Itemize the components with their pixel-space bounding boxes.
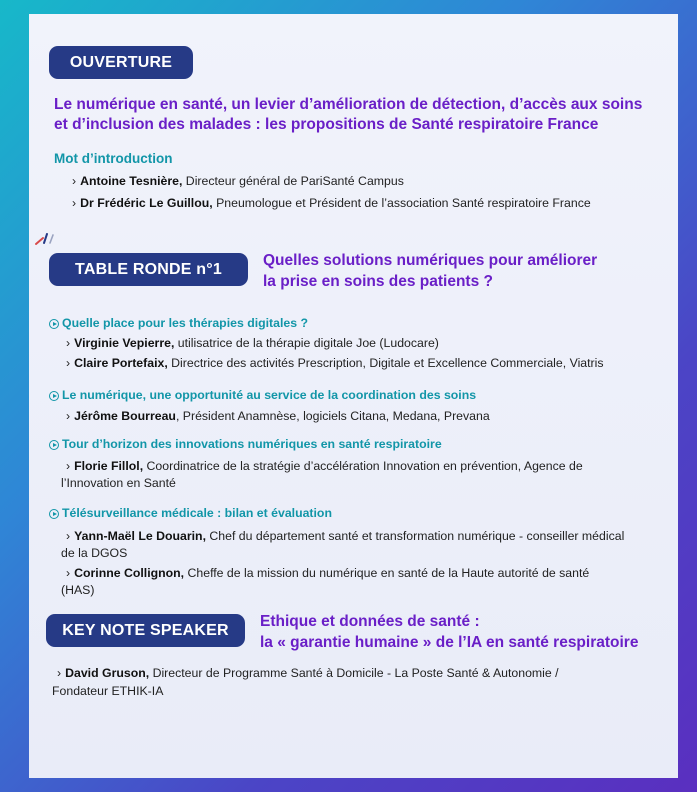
speaker-role: , Président Anamnèse, logiciels Citana, Medana, Prevana xyxy=(175,409,490,423)
speaker-role: Chef du département santé et transformation numérique - conseiller médical xyxy=(205,529,625,543)
speaker-role: Directeur général de PariSanté Campus xyxy=(182,174,404,188)
keynote-headline-line1: Ethique et données de santé : xyxy=(260,613,480,630)
speaker-line xyxy=(66,355,604,372)
table-ronde-headline-line1: Quelles solutions numériques pour améliorer xyxy=(263,252,598,269)
table-ronde-headline-line2: la prise en soins des patients ? xyxy=(263,273,493,290)
speaker-line-cont: Fondateur ETHIK-IA xyxy=(52,684,164,698)
chevron-right-icon: › xyxy=(66,356,71,370)
speaker-name: Jérôme Bourreau xyxy=(74,409,176,423)
speaker-name: Yann-Maël Le Douarin, xyxy=(74,529,206,543)
speaker-role: Cheffe de la mission du numérique en santé de la Haute autorité de santé xyxy=(184,566,590,580)
speaker-line-cont: (HAS) xyxy=(61,583,95,597)
chevron-right-icon: › xyxy=(72,174,77,188)
ouverture-headline-line2: et d’inclusion des malades : les propositions de Santé respiratoire France xyxy=(54,116,599,133)
speaker-line xyxy=(72,195,591,212)
speaker-name: Antoine Tesnière, xyxy=(80,174,183,188)
speaker-role: utilisatrice de la thérapie digitale Joe (Ludocare) xyxy=(174,336,439,350)
topic-title-text: Télésurveillance médicale : bilan et évaluation xyxy=(62,506,332,520)
chevron-right-icon: › xyxy=(72,196,77,210)
chevron-right-icon: › xyxy=(57,666,62,680)
speaker-name: Claire Portefaix, xyxy=(74,356,168,370)
chevron-right-icon: › xyxy=(66,336,71,350)
speaker-line xyxy=(66,528,624,545)
play-circle-icon xyxy=(49,391,59,401)
speaker-name: Virginie Vepierre, xyxy=(74,336,175,350)
chevron-right-icon: › xyxy=(66,409,71,423)
ouverture-badge: OUVERTURE xyxy=(49,46,193,79)
intro-label: Mot d’introduction xyxy=(54,151,173,166)
speaker-name: Corinne Collignon, xyxy=(74,566,185,580)
keynote-badge: KEY NOTE SPEAKER xyxy=(46,614,245,647)
speaker-line xyxy=(72,173,404,190)
speaker-line xyxy=(66,458,583,475)
keynote-headline-line2: la « garantie humaine » de l’IA en santé respiratoire xyxy=(260,634,639,651)
ouverture-headline-line1: Le numérique en santé, un levier d’amélioration de détection, d’accès aux soins xyxy=(54,96,643,113)
topic-title xyxy=(49,316,308,330)
speaker-line xyxy=(66,565,589,582)
speaker-line-cont: l’Innovation en Santé xyxy=(61,476,176,490)
chevron-right-icon: › xyxy=(66,529,71,543)
topic-title xyxy=(49,437,442,451)
speaker-role: Directeur de Programme Santé à Domicile - La Poste Santé & Autonomie / xyxy=(149,666,559,680)
topic-title xyxy=(49,388,476,402)
play-circle-icon xyxy=(49,319,59,329)
speaker-line xyxy=(66,335,439,352)
burst-deco-icon xyxy=(31,230,57,248)
speaker-role: Pneumologue et Président de l’association Santé respiratoire France xyxy=(212,196,591,210)
speaker-name: Dr Frédéric Le Guillou, xyxy=(80,196,213,210)
speaker-role: Directrice des activités Prescription, Digitale et Excellence Commerciale, Viatris xyxy=(167,356,604,370)
topic-title-text: Tour d’horizon des innovations numériques en santé respiratoire xyxy=(62,437,442,451)
chevron-right-icon: › xyxy=(66,566,71,580)
speaker-line xyxy=(57,665,559,682)
speaker-name: Florie Fillol, xyxy=(74,459,144,473)
speaker-role: Coordinatrice de la stratégie d’accélération Innovation en prévention, Agence de xyxy=(143,459,583,473)
speaker-line xyxy=(66,408,490,425)
speaker-name: David Gruson, xyxy=(65,666,150,680)
play-circle-icon xyxy=(49,440,59,450)
topic-title-text: Le numérique, une opportunité au service de la coordination des soins xyxy=(62,388,477,402)
chevron-right-icon: › xyxy=(66,459,71,473)
play-circle-icon xyxy=(49,509,59,519)
table-ronde-badge: TABLE RONDE n°1 xyxy=(49,253,248,286)
topic-title xyxy=(49,506,332,520)
speaker-line-cont: de la DGOS xyxy=(61,546,128,560)
topic-title-text: Quelle place pour les thérapies digitales ? xyxy=(62,316,309,330)
